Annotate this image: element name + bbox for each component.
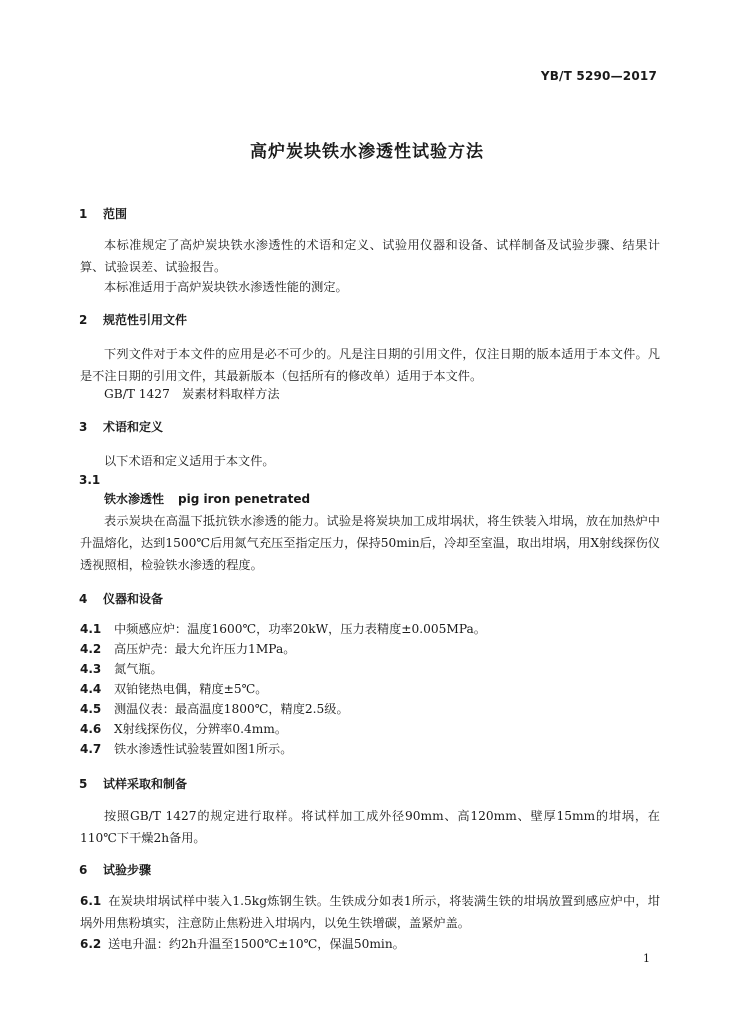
term-chinese: 铁水渗透性 [104, 492, 165, 506]
section-number: 5 [79, 777, 88, 791]
normative-reference: GB/T 1427 炭素材料取样方法 [104, 387, 280, 401]
item-number: 4.6 [80, 722, 102, 736]
item-number: 6.2 [80, 937, 102, 951]
item-text: 双铂铑热电偶，精度±5℃。 [114, 682, 268, 696]
list-item [80, 679, 660, 699]
document-title: 高炉炭块铁水渗透性试验方法 [250, 142, 484, 162]
item-text: 氮气瓶。 [114, 662, 163, 676]
term-heading [104, 489, 684, 509]
section-title: 规范性引用文件 [103, 313, 188, 327]
section-number: 1 [79, 207, 88, 221]
item-number: 4.1 [80, 622, 102, 636]
section-6-heading [79, 861, 151, 878]
subsection-3-1-number: 3.1 [79, 473, 101, 487]
section-4-heading [79, 590, 163, 607]
section-5-paragraph-1: 按照GB/T 1427的规定进行取样。将试样加工成外径90mm、高120mm、壁厚15mm的坩埚，在110℃下干燥2h备用。 [80, 809, 660, 845]
section-number: 6 [79, 863, 88, 877]
list-item [80, 639, 660, 659]
list-item [80, 739, 660, 759]
item-text: X射线探伤仪，分辨率0.4mm。 [114, 722, 288, 736]
item-number: 4.3 [80, 662, 102, 676]
item-number: 4.2 [80, 642, 102, 656]
item-number: 6.1 [80, 894, 102, 908]
section-3-heading [79, 418, 163, 435]
step-6-1 [80, 890, 660, 934]
section-1-paragraph-1: 本标准规定了高炉炭块铁水渗透性的术语和定义、试验用仪器和设备、试样制备及试验步骤、结果计算、试验误差、试验报告。 [80, 238, 660, 274]
section-title: 仪器和设备 [103, 592, 164, 606]
item-number: 4.4 [80, 682, 102, 696]
list-item [80, 619, 660, 639]
item-text: 中频感应炉：温度1600℃，功率20kW，压力表精度±0.005MPa。 [114, 622, 486, 636]
section-number: 4 [79, 592, 88, 606]
section-number: 3 [79, 420, 88, 434]
list-item [80, 659, 660, 679]
section-title: 术语和定义 [103, 420, 164, 434]
section-title: 范围 [103, 207, 128, 221]
section-3-paragraph-1: 以下术语和定义适用于本文件。 [104, 454, 275, 468]
item-number: 4.5 [80, 702, 102, 716]
item-text: 在炭块坩埚试样中装入1.5kg炼钢生铁。生铁成分如表1所示，将装满生铁的坩埚放置到感应炉中，坩埚外用焦粉填实，注意防止焦粉进入坩埚内，以免生铁增碳，盖紧炉盖。 [80, 894, 660, 930]
item-text: 铁水渗透性试验装置如图1所示。 [114, 742, 293, 756]
section-1-heading [79, 205, 127, 222]
item-number: 4.7 [80, 742, 102, 756]
section-2-heading [79, 311, 187, 328]
term-english: pig iron penetrated [178, 492, 311, 506]
section-2-paragraph-1: 下列文件对于本文件的应用是必不可少的。凡是注日期的引用文件，仅注日期的版本适用于本文件。凡是不注日期的引用文件，其最新版本（包括所有的修改单）适用于本文件。 [80, 347, 660, 383]
list-item [80, 699, 660, 719]
section-title: 试验步骤 [103, 863, 152, 877]
item-text: 送电升温：约2h升温至1500℃±10℃，保温50min。 [108, 937, 405, 951]
section-title: 试样采取和制备 [103, 777, 188, 791]
list-item [80, 719, 660, 739]
item-text: 测温仪表：最高温度1800℃，精度2.5级。 [114, 702, 349, 716]
page-number: 1 [643, 952, 650, 965]
section-number: 2 [79, 313, 88, 327]
step-6-2 [80, 934, 660, 954]
standard-number: YB/T 5290—2017 [540, 69, 657, 83]
section-5-heading [79, 775, 187, 792]
term-definition: 表示炭块在高温下抵抗铁水渗透的能力。试验是将炭块加工成坩埚状，将生铁装入坩埚，放在加热炉中升温熔化，达到1500℃后用氮气充压至指定压力，保持50min后，冷却至室温，取出坩埚，用X射线探伤仪透视照相，检验铁水渗透的程度。 [80, 514, 660, 572]
section-1-paragraph-2: 本标准适用于高炉炭块铁水渗透性能的测定。 [104, 280, 348, 294]
item-text: 高压炉壳：最大允许压力1MPa。 [114, 642, 296, 656]
